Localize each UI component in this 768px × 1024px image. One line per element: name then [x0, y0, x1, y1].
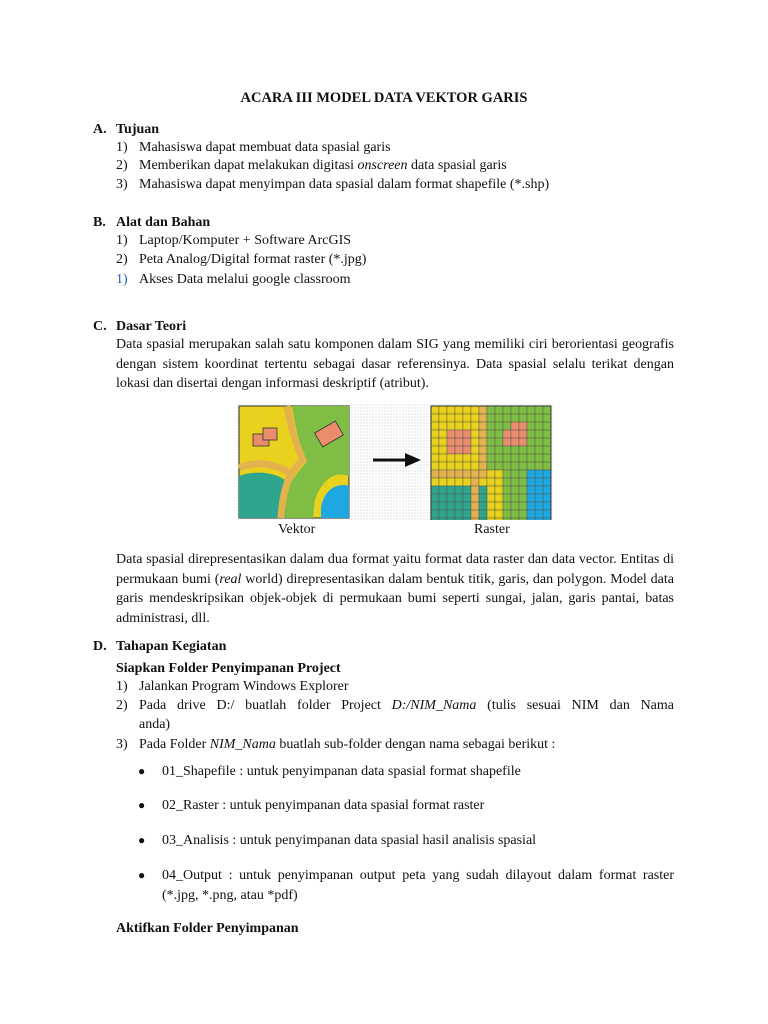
- raster-cell: [431, 518, 439, 520]
- raster-cell: [463, 494, 471, 502]
- raster-cell: [511, 454, 519, 462]
- list-item: Mahasiswa dapat menyimpan data spasial dalam format shapefile (*.shp): [139, 177, 550, 192]
- raster-cell: [495, 470, 503, 478]
- raster-cell: [503, 494, 511, 502]
- raster-cell: [511, 446, 519, 454]
- vector-map: [239, 406, 349, 518]
- figure-label-vektor: Vektor: [278, 522, 316, 537]
- section-c-letter: C.: [93, 319, 107, 334]
- raster-cell: [479, 518, 487, 520]
- raster-cell: [439, 462, 447, 470]
- raster-cell: [455, 494, 463, 502]
- raster-cell: [527, 438, 535, 446]
- raster-cell: [495, 430, 503, 438]
- raster-cell: [487, 470, 495, 478]
- list-item: Peta Analog/Digital format raster (*.jpg): [139, 252, 367, 267]
- raster-cell: [495, 462, 503, 470]
- raster-cell: [503, 454, 511, 462]
- bullet-icon: ●: [138, 764, 146, 778]
- raster-cell: [535, 518, 543, 520]
- raster-cell: [463, 510, 471, 518]
- raster-cell: [431, 438, 439, 446]
- raster-cell: [487, 518, 495, 520]
- raster-cell: [439, 518, 447, 520]
- section-b-title: Alat dan Bahan: [116, 215, 211, 230]
- raster-cell: [511, 494, 519, 502]
- raster-cell: [479, 438, 487, 446]
- bullet-icon: ●: [138, 868, 146, 882]
- raster-cell: [495, 414, 503, 422]
- raster-cell: [543, 422, 551, 430]
- list-number: 3): [116, 177, 128, 192]
- raster-cell: [527, 406, 535, 414]
- raster-cell: [535, 502, 543, 510]
- list-number: 3): [116, 737, 128, 752]
- raster-cell: [527, 462, 535, 470]
- raster-cell: [463, 414, 471, 422]
- raster-cell: [479, 478, 487, 486]
- raster-cell: [519, 406, 527, 414]
- raster-cell: [535, 430, 543, 438]
- raster-cell: [463, 446, 471, 454]
- raster-cell: [487, 406, 495, 414]
- raster-cell: [543, 494, 551, 502]
- raster-cell: [527, 414, 535, 422]
- raster-cell: [511, 470, 519, 478]
- list-number: 1): [116, 679, 128, 694]
- section-c-title: Dasar Teori: [116, 319, 187, 334]
- raster-cell: [479, 494, 487, 502]
- list-item-text: buatlah sub-folder dengan nama sebagai berikut :: [275, 737, 556, 752]
- raster-cell: [511, 406, 519, 414]
- raster-cell: [527, 430, 535, 438]
- raster-cell: [471, 454, 479, 462]
- raster-cell: [471, 422, 479, 430]
- list-item-text: Pada drive D:/ buatlah folder Project: [139, 698, 392, 713]
- list-item: Laptop/Komputer + Software ArcGIS: [139, 233, 352, 248]
- raster-cell: [503, 414, 511, 422]
- raster-cell: [471, 502, 479, 510]
- raster-cell: [439, 430, 447, 438]
- raster-cell: [527, 454, 535, 462]
- raster-cell: [487, 414, 495, 422]
- raster-cell: [447, 462, 455, 470]
- raster-cell: [455, 478, 463, 486]
- raster-cell: [463, 462, 471, 470]
- bullet-item: 02_Raster : untuk penyimpanan data spasial format raster: [162, 798, 485, 813]
- raster-cell: [439, 486, 447, 494]
- raster-cell: [503, 510, 511, 518]
- raster-cell: [431, 462, 439, 470]
- figure-label-raster: Raster: [474, 522, 510, 537]
- raster-cell: [447, 414, 455, 422]
- raster-cell: [439, 438, 447, 446]
- raster-cell: [463, 438, 471, 446]
- raster-cell: [431, 414, 439, 422]
- raster-cell: [511, 462, 519, 470]
- list-number: 2): [116, 252, 128, 267]
- raster-cell: [543, 414, 551, 422]
- raster-cell: [463, 502, 471, 510]
- raster-cell: [471, 406, 479, 414]
- raster-cell: [471, 438, 479, 446]
- list-item: [139, 156, 507, 175]
- raster-cell: [439, 494, 447, 502]
- raster-cell: [455, 454, 463, 462]
- raster-cell: [447, 446, 455, 454]
- raster-cell: [479, 486, 487, 494]
- raster-cell: [503, 430, 511, 438]
- raster-cell: [463, 470, 471, 478]
- raster-cell: [463, 486, 471, 494]
- raster-cell: [511, 510, 519, 518]
- raster-cell: [511, 478, 519, 486]
- raster-cell: [543, 406, 551, 414]
- list-item-text: Pada Folder: [139, 737, 210, 752]
- raster-cell: [431, 454, 439, 462]
- raster-cell: [543, 470, 551, 478]
- raster-cell: [479, 462, 487, 470]
- list-item: [139, 696, 674, 715]
- raster-cell: [455, 438, 463, 446]
- raster-cell: [471, 414, 479, 422]
- raster-cell: [503, 470, 511, 478]
- raster-cell: [543, 478, 551, 486]
- raster-cell: [479, 470, 487, 478]
- raster-cell: [527, 486, 535, 494]
- raster-cell: [487, 478, 495, 486]
- raster-cell: [455, 414, 463, 422]
- raster-cell: [439, 502, 447, 510]
- raster-cell: [487, 438, 495, 446]
- raster-cell: [503, 446, 511, 454]
- raster-cell: [495, 494, 503, 502]
- list-number: 1): [116, 233, 128, 248]
- raster-cell: [519, 486, 527, 494]
- raster-cell: [471, 518, 479, 520]
- raster-cell: [487, 486, 495, 494]
- paragraph-text: Data spasial direpresentasikan dalam dua format yaitu format data raster dan data vector. Entitas di permukaan bumi (: [116, 552, 674, 587]
- raster-cell: [463, 422, 471, 430]
- raster-cell: [455, 430, 463, 438]
- raster-cell: [511, 422, 519, 430]
- raster-cell: [431, 478, 439, 486]
- raster-cell: [535, 414, 543, 422]
- subsection-title: Aktifkan Folder Penyimpanan: [116, 921, 299, 936]
- raster-cell: [487, 510, 495, 518]
- raster-cell: [447, 518, 455, 520]
- bullet-icon: ●: [138, 833, 146, 847]
- raster-cell: [519, 470, 527, 478]
- section-b-letter: B.: [93, 215, 106, 230]
- raster-cell: [543, 510, 551, 518]
- raster-cell: [535, 446, 543, 454]
- raster-cell: [447, 510, 455, 518]
- raster-cell: [503, 486, 511, 494]
- raster-cell: [455, 446, 463, 454]
- raster-cell: [503, 518, 511, 520]
- raster-cell: [495, 422, 503, 430]
- raster-cell: [519, 502, 527, 510]
- italic-term: NIM_Nama: [209, 737, 276, 752]
- raster-cell: [471, 446, 479, 454]
- raster-cell: [543, 438, 551, 446]
- raster-cell: [535, 510, 543, 518]
- raster-cell: [439, 422, 447, 430]
- raster-cell: [439, 510, 447, 518]
- raster-cell: [535, 486, 543, 494]
- raster-cell: [463, 430, 471, 438]
- raster-cell: [527, 510, 535, 518]
- raster-cell: [479, 422, 487, 430]
- raster-cell: [535, 454, 543, 462]
- raster-cell: [447, 470, 455, 478]
- raster-cell: [535, 438, 543, 446]
- italic-term: real: [219, 571, 242, 587]
- raster-cell: [535, 478, 543, 486]
- raster-cell: [463, 478, 471, 486]
- bullet-item: 03_Analisis : untuk penyimpanan data spasial hasil analisis spasial: [162, 833, 537, 848]
- italic-term: D:/NIM_Nama: [391, 698, 477, 713]
- raster-cell: [519, 430, 527, 438]
- raster-cell: [447, 406, 455, 414]
- raster-cell: [431, 510, 439, 518]
- section-a-title: Tujuan: [116, 122, 160, 137]
- raster-cell: [471, 510, 479, 518]
- raster-cell: [535, 470, 543, 478]
- list-item-continuation: anda): [139, 717, 171, 732]
- raster-cell: [503, 462, 511, 470]
- bullet-icon: ●: [138, 798, 146, 812]
- raster-cell: [463, 454, 471, 462]
- bullet-item: 01_Shapefile : untuk penyimpanan data spasial format shapefile: [162, 764, 521, 779]
- raster-cell: [495, 486, 503, 494]
- section-a-letter: A.: [93, 122, 107, 137]
- raster-cell: [447, 422, 455, 430]
- raster-cell: [503, 422, 511, 430]
- raster-cell: [511, 430, 519, 438]
- list-item: Jalankan Program Windows Explorer: [139, 679, 349, 694]
- raster-cell: [447, 494, 455, 502]
- raster-cell: [511, 518, 519, 520]
- raster-cell: [487, 430, 495, 438]
- raster-cell: [455, 406, 463, 414]
- section-d-title: Tahapan Kegiatan: [116, 639, 227, 654]
- raster-cell: [487, 422, 495, 430]
- raster-cell: [543, 486, 551, 494]
- raster-cell: [495, 406, 503, 414]
- raster-cell: [503, 502, 511, 510]
- raster-cell: [519, 510, 527, 518]
- italic-term: onscreen: [357, 158, 408, 173]
- raster-cell: [487, 454, 495, 462]
- raster-cell: [447, 454, 455, 462]
- raster-cell: [455, 502, 463, 510]
- raster-cell: [535, 422, 543, 430]
- raster-cell: [455, 462, 463, 470]
- list-item: [139, 735, 555, 754]
- raster-cell: [527, 494, 535, 502]
- list-number: 1): [116, 272, 128, 287]
- raster-cell: [447, 438, 455, 446]
- paragraph-text: world) direpresentasikan dalam bentuk titik, garis, dan polygon. Model data garis mendeskripsikan objek-objek di permukaan bumi seperti sungai, jalan, garis pantai, batas administrasi, dll.: [116, 571, 675, 626]
- raster-cell: [431, 486, 439, 494]
- raster-cell: [495, 510, 503, 518]
- paragraph: [116, 550, 674, 628]
- raster-cell: [487, 494, 495, 502]
- list-number: 2): [116, 698, 128, 713]
- raster-cell: [479, 446, 487, 454]
- raster-cell: [439, 406, 447, 414]
- raster-cell: [463, 406, 471, 414]
- raster-cell: [519, 462, 527, 470]
- raster-cell: [447, 430, 455, 438]
- vector-raster-figure: [237, 404, 553, 520]
- raster-cell: [543, 502, 551, 510]
- raster-cell: [439, 446, 447, 454]
- raster-cell: [431, 470, 439, 478]
- raster-cell: [535, 494, 543, 502]
- raster-cell: [519, 422, 527, 430]
- raster-cell: [431, 494, 439, 502]
- raster-cell: [431, 502, 439, 510]
- raster-cell: [519, 518, 527, 520]
- raster-cell: [495, 454, 503, 462]
- subsection-title: Siapkan Folder Penyimpanan Project: [116, 661, 341, 676]
- raster-cell: [431, 430, 439, 438]
- list-item-text: data spasial garis: [407, 158, 507, 173]
- raster-cell: [479, 510, 487, 518]
- raster-cell: [439, 478, 447, 486]
- list-item: Mahasiswa dapat membuat data spasial garis: [139, 140, 391, 155]
- raster-cell: [455, 422, 463, 430]
- raster-cell: [519, 454, 527, 462]
- raster-cell: [495, 478, 503, 486]
- raster-cell: [479, 502, 487, 510]
- raster-cell: [519, 438, 527, 446]
- raster-cell: [471, 478, 479, 486]
- raster-cell: [471, 486, 479, 494]
- bullet-item: 04_Output : untuk penyimpanan output peta yang sudah dilayout dalam format raster (*.jpg, *.png, atau *pdf): [162, 868, 674, 903]
- raster-cell: [495, 502, 503, 510]
- raster-cell: [439, 470, 447, 478]
- raster-cell: [455, 470, 463, 478]
- raster-cell: [439, 454, 447, 462]
- raster-cell: [535, 462, 543, 470]
- raster-cell: [519, 446, 527, 454]
- raster-cell: [543, 518, 551, 520]
- raster-cell: [455, 486, 463, 494]
- raster-cell: [511, 414, 519, 422]
- raster-cell: [543, 446, 551, 454]
- list-number: 2): [116, 158, 128, 173]
- raster-cell: [447, 478, 455, 486]
- section-d-letter: D.: [93, 639, 107, 654]
- raster-cell: [487, 462, 495, 470]
- raster-cell: [535, 406, 543, 414]
- raster-cell: [447, 486, 455, 494]
- raster-cell: [495, 518, 503, 520]
- raster-cell: [471, 494, 479, 502]
- raster-cell: [495, 446, 503, 454]
- list-number: 1): [116, 140, 128, 155]
- raster-cell: [455, 510, 463, 518]
- raster-cell: [527, 518, 535, 520]
- raster-cell: [447, 502, 455, 510]
- raster-cell: [479, 454, 487, 462]
- raster-cell: [503, 478, 511, 486]
- page-title: ACARA III MODEL DATA VEKTOR GARIS: [240, 90, 528, 106]
- raster-cell: [527, 446, 535, 454]
- raster-cell: [471, 470, 479, 478]
- raster-cell: [431, 406, 439, 414]
- raster-cell: [479, 406, 487, 414]
- raster-cell: [511, 486, 519, 494]
- list-item-text: Memberikan dapat melakukan digitasi: [139, 158, 358, 173]
- raster-cell: [519, 478, 527, 486]
- raster-cell: [439, 414, 447, 422]
- raster-cell: [455, 518, 463, 520]
- raster-cell: [543, 430, 551, 438]
- raster-cell: [511, 502, 519, 510]
- raster-cell: [543, 454, 551, 462]
- raster-cell: [431, 446, 439, 454]
- raster-cell: [503, 406, 511, 414]
- list-item: Akses Data melalui google classroom: [139, 272, 351, 287]
- raster-cell: [487, 446, 495, 454]
- raster-cell: [463, 518, 471, 520]
- raster-cell: [527, 470, 535, 478]
- raster-cell: [479, 414, 487, 422]
- raster-cell: [471, 430, 479, 438]
- raster-cell: [527, 478, 535, 486]
- raster-cell: [519, 494, 527, 502]
- list-item-text: (tulis sesuai NIM dan Nama: [476, 698, 674, 713]
- raster-cell: [487, 502, 495, 510]
- raster-cell: [479, 430, 487, 438]
- raster-cell: [527, 422, 535, 430]
- raster-cell: [431, 422, 439, 430]
- raster-cell: [543, 462, 551, 470]
- raster-cell: [495, 438, 503, 446]
- paragraph: Data spasial merupakan salah satu komponen dalam SIG yang memiliki ciri berorientasi geografis dengan sistem koordinat tertentu sebagai dasar referensinya. Data spasial selalu terikat dengan lokasi dan disertai dengan informasi deskriptif (atribut).: [116, 337, 674, 392]
- raster-map: [431, 406, 551, 520]
- raster-cell: [471, 462, 479, 470]
- raster-cell: [503, 438, 511, 446]
- raster-cell: [511, 438, 519, 446]
- raster-cell: [519, 414, 527, 422]
- raster-cell: [527, 502, 535, 510]
